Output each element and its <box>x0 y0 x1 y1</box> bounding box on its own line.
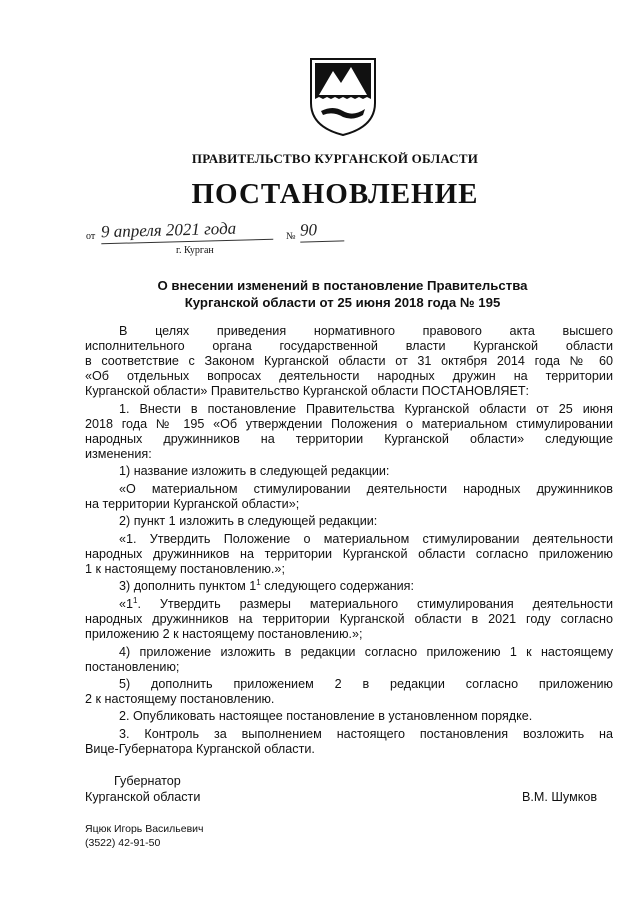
body-line: 2. Опубликовать настоящее постановление в установленном порядке. <box>119 709 533 723</box>
body-line: народных дружинников на территории Курганской области» следующие <box>85 432 613 446</box>
date-handwritten: 9 апреля 2021 года <box>101 217 274 244</box>
title-line-1: О внесении изменений в постановление Правительства <box>157 278 528 293</box>
body-line: «1. Утвердить Положение о материальном стимулировании деятельности <box>119 532 613 546</box>
body-line: «О материальном стимулировании деятельности народных дружинников <box>119 482 613 496</box>
executor-phone: (3522) 42-91-50 <box>85 837 161 849</box>
body-line: 1 к настоящему постановлению.»; <box>85 562 285 576</box>
body-line: народных дружинников на территории Курганской области в 2021 году согласно <box>85 612 613 626</box>
city-label: г. Курган <box>176 245 214 256</box>
document-type: ПОСТАНОВЛЕНИЕ <box>191 178 479 210</box>
body-line: 1) название изложить в следующей редакции: <box>119 464 390 478</box>
number-prefix: № <box>286 231 296 242</box>
executor-name: Яцюк Игорь Васильевич <box>85 823 204 835</box>
body-line: 3. Контроль за выполнением настоящего постановления возложить на <box>119 727 613 741</box>
body-line: 3) дополнить пунктом $1^1$ следующего содержания: <box>119 577 414 593</box>
body-line: 1. Внести в постановление Правительства Курганской области от 25 июня <box>119 402 613 416</box>
body-line: В целях приведения нормативного правового акта высшего <box>119 324 613 338</box>
body-line: постановлению; <box>85 660 180 674</box>
body-line: изменения: <box>85 447 152 461</box>
body-line: исполнительного органа государственной власти Курганской области <box>85 339 613 353</box>
title-line-2: Курганской области от 25 июня 2018 года № 195 <box>184 295 501 310</box>
signatory-position-line-1: Губернатор <box>114 774 181 788</box>
body-line: Вице-Губернатора Курганской области. <box>85 742 315 756</box>
superscript-mark: 1 <box>133 595 138 605</box>
body-line: «$1^1$. Утвердить размеры материального стимулирования деятельности <box>119 595 613 611</box>
body-line: приложению 2 к настоящему постановлению.»; <box>85 627 363 641</box>
body-line: 2018 года № 195 «Об утверждении Положения о материальном стимулировании <box>85 417 613 431</box>
body-line: 4) приложение изложить в редакции согласно приложению 1 к настоящему <box>119 645 613 659</box>
document-title <box>120 277 565 311</box>
date-prefix: от <box>86 231 96 242</box>
coat-of-arms-emblem <box>307 55 379 137</box>
signatory-name: В.М. Шумков <box>522 790 598 804</box>
signatory-position-line-2: Курганской области <box>85 790 201 804</box>
number-handwritten: 90 <box>300 218 345 242</box>
organization-name: ПРАВИТЕЛЬСТВО КУРГАНСКОЙ ОБЛАСТИ <box>191 151 479 166</box>
body-line: в соответствие с Законом Курганской области от 31 октября 2014 года № 60 <box>85 354 613 368</box>
body-line: на территории Курганской области»; <box>85 497 300 511</box>
body-line: 5) дополнить приложением 2 в редакции согласно приложению <box>119 677 613 691</box>
body-line: Курганской области» Правительство Курганской области ПОСТАНОВЛЯЕТ: <box>85 384 530 398</box>
body-line: 2 к настоящему постановлению. <box>85 692 275 706</box>
body-line: 2) пункт 1 изложить в следующей редакции: <box>119 514 378 528</box>
body-line: народных дружинников на территории Курганской области согласно приложению <box>85 547 613 561</box>
superscript-mark: 1 <box>256 577 261 587</box>
body-line: «Об отдельных вопросах деятельности народных дружин на территории <box>85 369 613 383</box>
